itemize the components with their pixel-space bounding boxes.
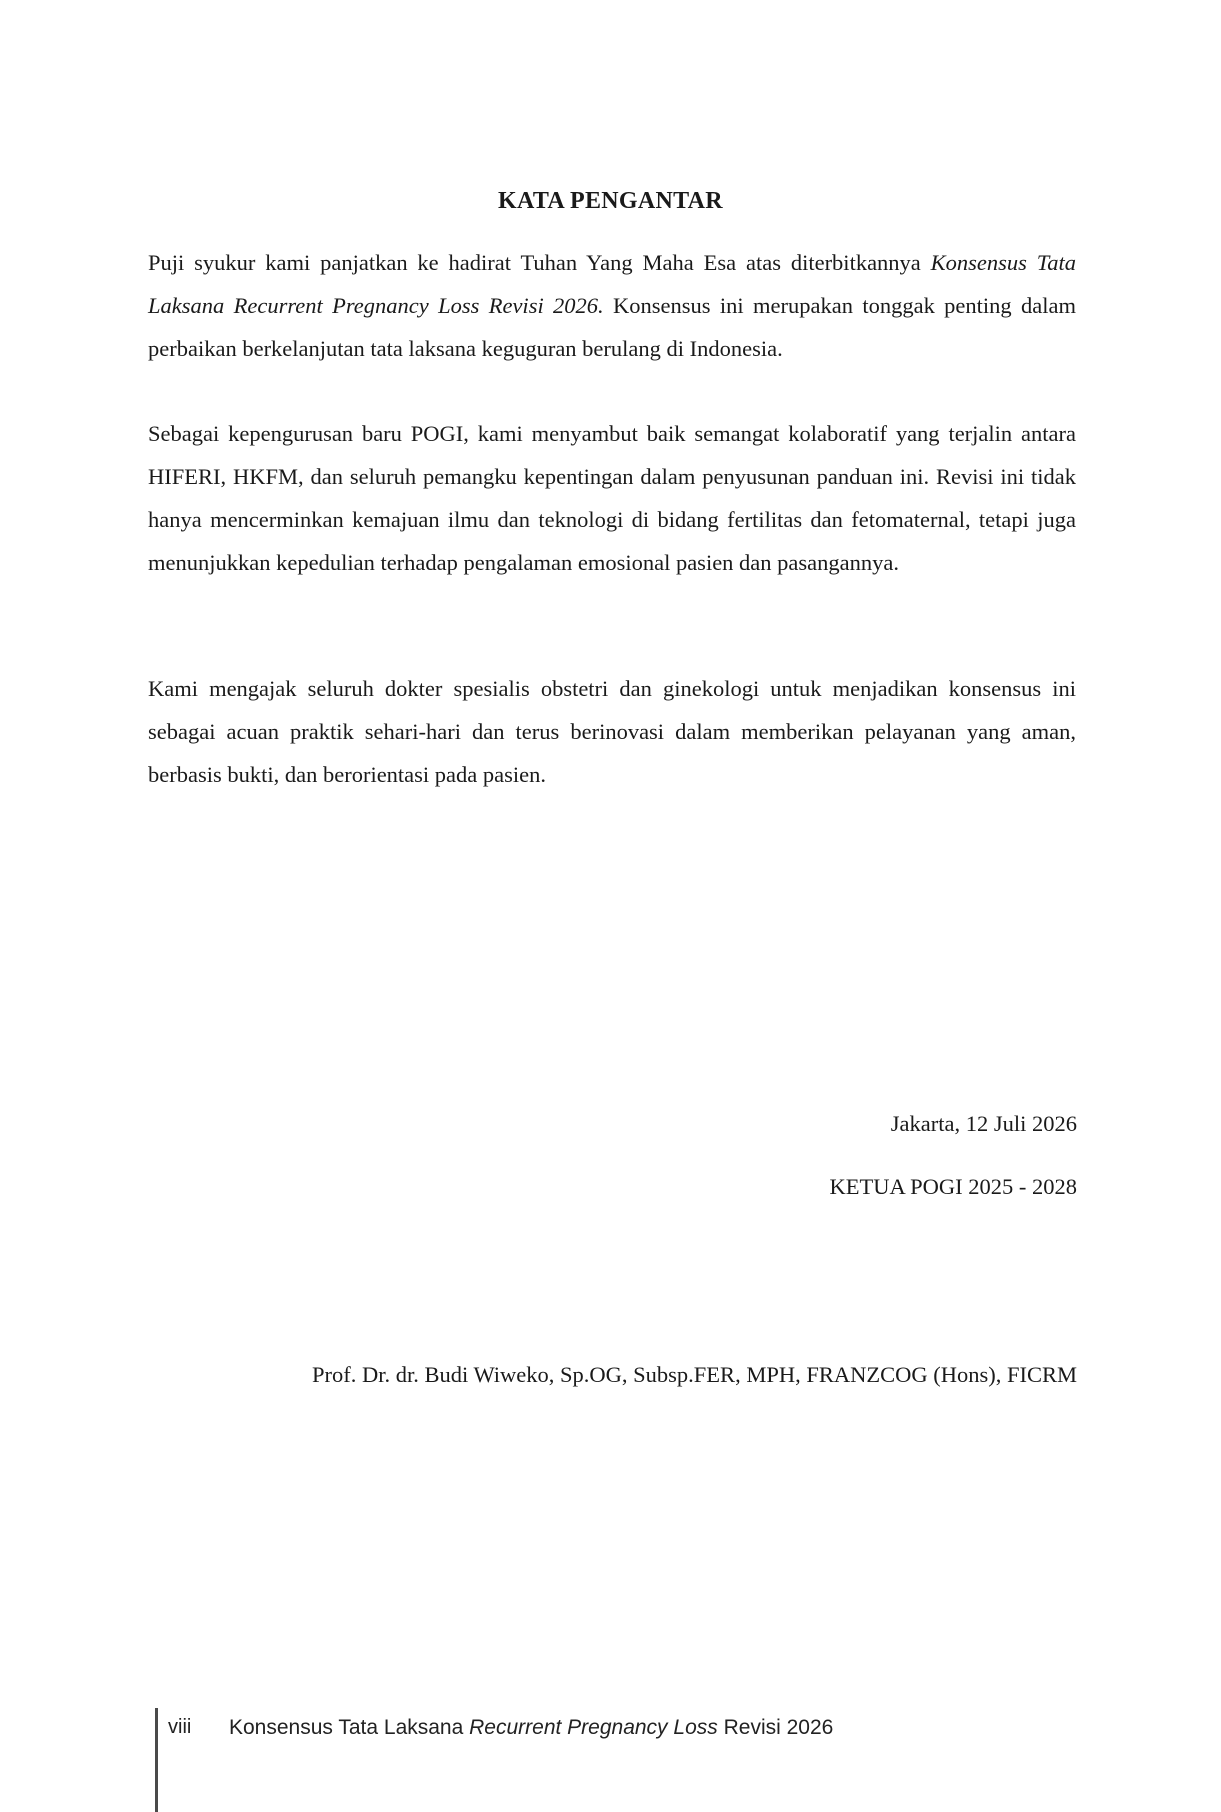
footer-title-before: Konsensus Tata Laksana [229,1716,470,1739]
paragraph-1-italic-title: Konsensus Tata Laksana Recurrent Pregnancy Loss Revisi 2026. [148,250,1076,318]
signatory-position: KETUA POGI 2025 - 2028 [829,1174,1077,1199]
footer-page-number: viii [168,1716,192,1738]
footer-running-title [229,1716,833,1740]
paragraph-1-text-before: Puji syukur kami panjatkan ke hadirat Tuhan Yang Maha Esa atas diterbitkannya [148,250,931,275]
page-title: KATA PENGANTAR [498,188,723,214]
signatory-name: Prof. Dr. dr. Budi Wiweko, Sp.OG, Subsp.FER, MPH, FRANZCOG (Hons), FICRM [311,1362,1077,1387]
paragraph-1 [148,241,1076,370]
paragraph-2: Sebagai kepengurusan baru POGI, kami menyambut baik semangat kolaboratif yang terjalin antara HIFERI, HKFM, dan seluruh pemangku kepentingan dalam penyusunan panduan ini. Revisi ini tidak hanya mencerminkan kemajuan ilmu dan teknologi di bidang fertilitas dan fetomaternal, tetapi juga menunjukkan kepedulian terhadap pengalaman emosional pasien dan pasangannya. [148,421,1076,575]
footer-title-after: Revisi 2026 [717,1716,834,1739]
footer-title-italic: Recurrent Pregnancy Loss [469,1716,718,1739]
paragraph-3: Kami mengajak seluruh dokter spesialis obstetri dan ginekologi untuk menjadikan konsensus ini sebagai acuan praktik sehari-hari dan terus berinovasi dalam memberikan pelayanan yang aman, berbasis bukti, dan berorientasi pada pasien. [148,676,1076,787]
footer-divider [155,1708,158,1812]
city-date: Jakarta, 12 Juli 2026 [890,1111,1077,1136]
paragraph-1-text-after: Konsensus ini merupakan tonggak penting dalam perbaikan berkelanjutan tata laksana keguguran berulang di Indonesia. [148,293,1076,361]
